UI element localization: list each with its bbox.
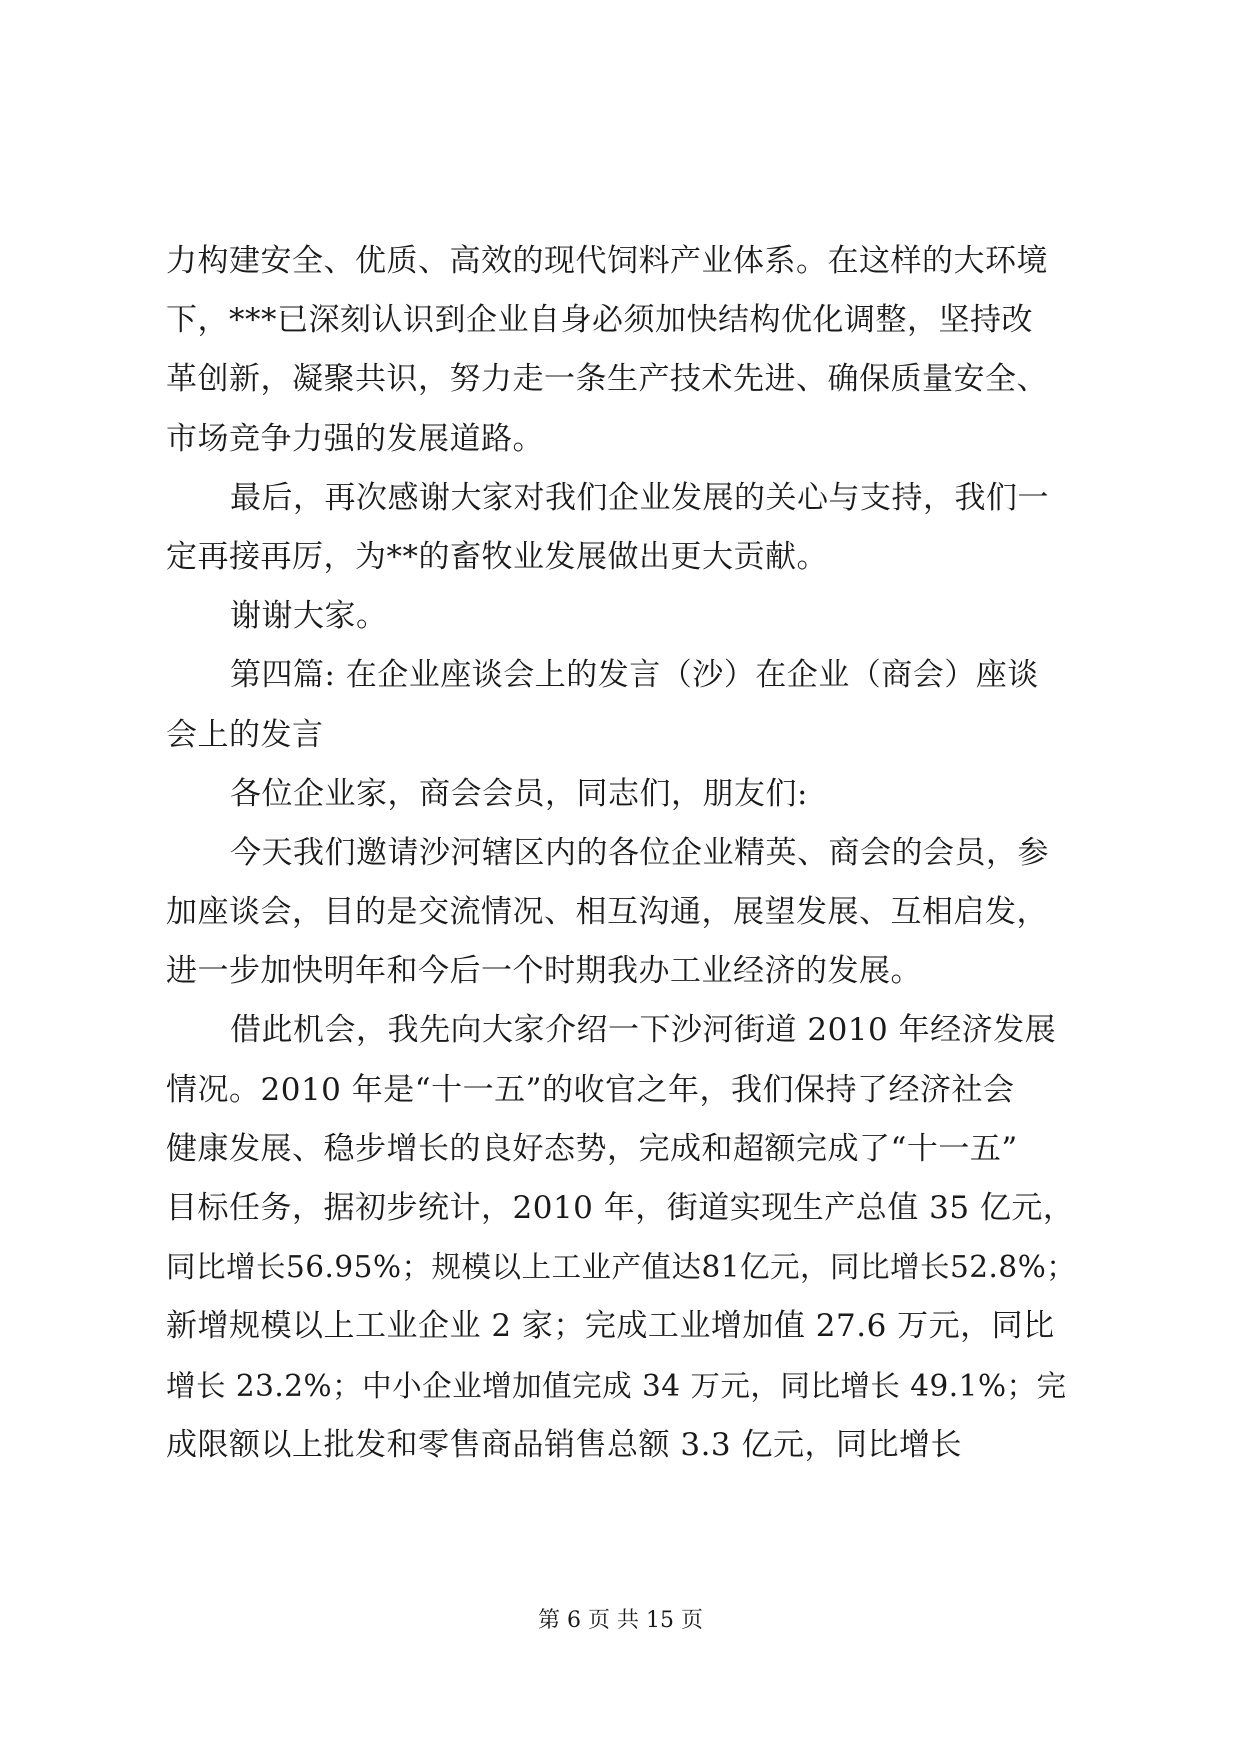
text-line: 成限额以上批发和零售商品销售总额 3.3 亿元，同比增长 — [166, 1426, 963, 1463]
text-line: 最后，再次感谢大家对我们企业发展的关心与支持，我们一 — [230, 479, 1049, 516]
text-line: 借此机会，我先向大家介绍一下沙河街道 2010 年经济发展 — [230, 1012, 1057, 1049]
text-line: 同比增长56.95%；规模以上工业产值达81亿元，同比增长52.8%； — [166, 1250, 1077, 1285]
text-line: 增长 23.2%；中小企业增加值完成 34 万元，同比增长 49.1%；完 — [166, 1368, 1067, 1403]
text-line: 革创新，凝聚共识，努力走一条生产技术先进、确保质量安全、 — [166, 361, 1048, 398]
text-line: 力构建安全、优质、高效的现代饲料产业体系。在这样的大环境 — [166, 243, 1048, 279]
text-line: 进一步加快明年和今后一个时期我办工业经济的发展。 — [166, 953, 922, 990]
text-line: 会上的发言 — [166, 716, 324, 753]
text-line: 健康发展、稳步增长的良好态势，完成和超额完成了“十一五” — [166, 1130, 1018, 1167]
text-line: 各位企业家，商会会员，同志们，朋友们: — [230, 775, 808, 812]
text-line: 新增规模以上工业企业 2 家；完成工业增加值 27.6 万元，同比 — [166, 1308, 1055, 1345]
text-line: 第四篇: 在企业座谈会上的发言（沙）在企业（商会）座谈 — [230, 657, 1039, 694]
text-line: 目标任务，据初步统计，2010 年，街道实现生产总值 35 亿元， — [166, 1190, 1075, 1226]
text-line: 情况。2010 年是“十一五”的收官之年，我们保持了经济社会 — [166, 1071, 1015, 1108]
page-number-footer: 第 6 页 共 15 页 — [538, 1608, 703, 1633]
document-body — [166, 232, 1076, 1475]
text-line: 下，***已深刻认识到企业自身必须加快结构优化调整，坚持改 — [166, 302, 1033, 339]
text-line: 定再接再厉，为**的畜牧业发展做出更大贡献。 — [166, 538, 828, 575]
text-line: 市场竞争力强的发展道路。 — [166, 420, 544, 457]
text-line: 加座谈会，目的是交流情况、相互沟通，展望发展、互相启发， — [166, 894, 1048, 931]
text-line: 今天我们邀请沙河辖区内的各位企业精英、商会的会员，参 — [230, 834, 1049, 871]
text-line: 谢谢大家。 — [230, 598, 388, 635]
